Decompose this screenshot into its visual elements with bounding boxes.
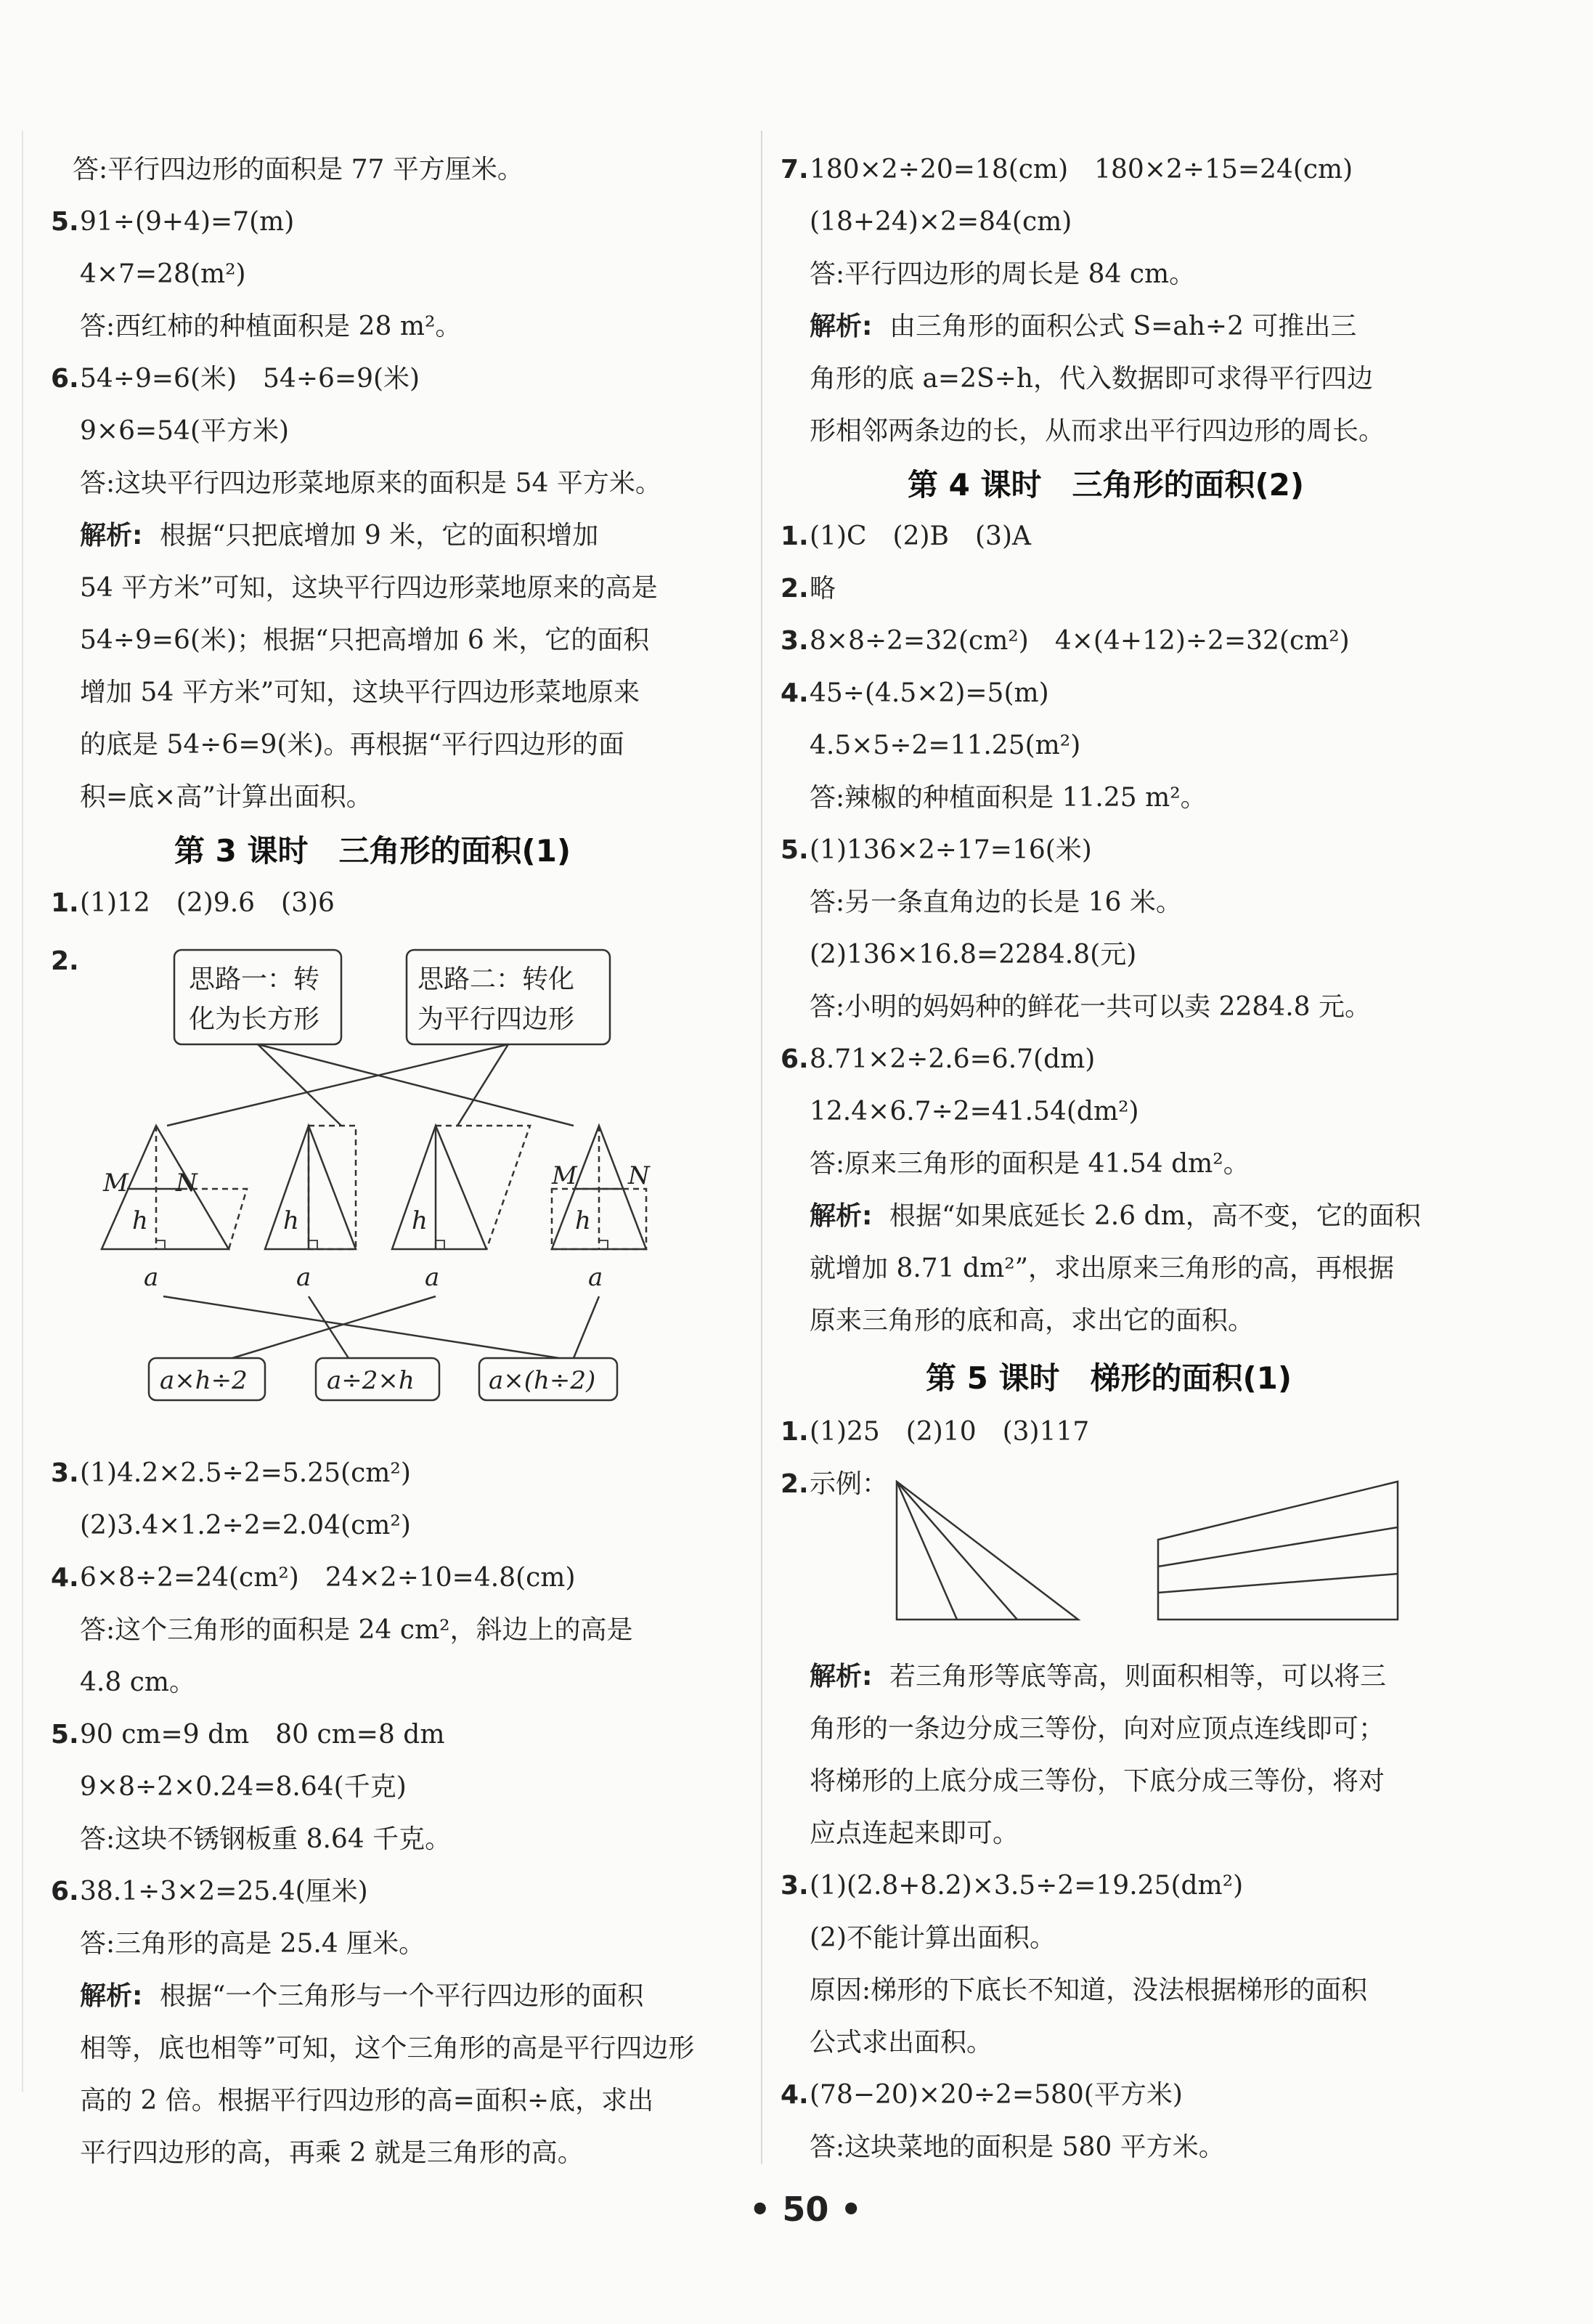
section-title: 第 5 课时 梯形的面积(1) [926,1360,1292,1396]
explanation-text: 54÷9=6(米)；根据“只把高增加 6 米，它的面积 [80,625,650,655]
answer-line: 示例： [810,1469,889,1499]
label-a: a [144,1263,159,1292]
question-number: 4. [781,678,809,708]
equation-line: (18+24)×2=84(cm) [810,207,1072,237]
question-number: 2. [781,574,809,604]
answer-line: (1)12 (2)9.6 (3)6 [80,888,335,918]
answer-line: (1)25 (2)10 (3)117 [810,1417,1090,1447]
explanation-label: 解析: [80,1981,143,2011]
equation-line: 4.5×5÷2=11.25(m²) [810,731,1081,760]
equation-line: 54÷9=6(米) 54÷6=9(米) [80,364,420,394]
explanation-text: 的底是 54÷6=9(米)。再根据“平行四边形的面 [80,730,624,760]
explanation-text: 就增加 8.71 dm²”，求出原来三角形的高，再根据 [810,1254,1395,1283]
explanation-text: 角形的底 a=2S÷h，代入数据即可求得平行四边 [810,364,1373,394]
equation-line: (2)136×16.8=2284.8(元) [810,940,1137,970]
explanation-text: 54 平方米”可知，这块平行四边形菜地原来的高是 [80,573,658,603]
answer-line: 答:平行四边形的面积是 77 平方厘米。 [73,155,523,184]
match-line [258,1044,341,1126]
equation-line: 12.4×6.7÷2=41.54(dm²) [810,1097,1139,1126]
triangle-figure-3 [392,1126,486,1249]
answer-line: 答:这个三角形的面积是 24 cm²，斜边上的高是 [80,1615,633,1645]
question-number: 4. [781,2080,809,2110]
triangle-trapezoid-example [889,1474,1412,1634]
question-number: 1. [781,1417,809,1447]
label-N: N [176,1169,197,1198]
answer-line: (2)不能计算出面积。 [810,1923,1056,1953]
equation-line: 6×8÷2=24(cm²) 24×2÷10=4.8(cm) [80,1563,576,1593]
answer-line: 答:辣椒的种植面积是 11.25 m²。 [810,783,1207,813]
label-a: a [296,1263,311,1292]
question-number: 1. [781,521,809,551]
match-line [258,1044,574,1126]
answer-line: 答:三角形的高是 25.4 厘米。 [80,1929,425,1959]
explanation-text: 原来三角形的底和高，求出它的面积。 [810,1306,1255,1336]
question-number: 5. [781,835,809,865]
match-line [163,1296,559,1358]
page-number: • 50 • [749,2190,862,2229]
answer-line: 答:这块不锈钢板重 8.64 千克。 [80,1824,452,1854]
label-h: h [132,1206,148,1235]
explanation-text: 形相邻两条边的长，从而求出平行四边形的周长。 [810,416,1385,446]
explanation-text: 若三角形等底等高，则面积相等，可以将三 [889,1662,1387,1691]
answer-line: 答:原来三角形的面积是 41.54 dm²。 [810,1149,1250,1179]
question-number: 3. [51,1458,79,1488]
trapezoid-division-line [1158,1527,1398,1567]
explanation-text: 根据“一个三角形与一个平行四边形的面积 [160,1981,644,2011]
match-line [309,1296,349,1358]
label-M: M [103,1169,129,1198]
question-number: 1. [51,888,79,918]
equation-line: 38.1÷3×2=25.4(厘米) [80,1877,368,1906]
explanation-text: 应点连起来即可。 [810,1819,1019,1848]
equation-line: 45÷(4.5×2)=5(m) [810,678,1049,708]
explanation-text: 将梯形的上底分成三等份，下底分成三等份，将对 [810,1766,1385,1796]
equation-line: 4×7=28(m²) [80,259,246,289]
label-a: a [588,1263,603,1292]
answer-line: 答:小明的妈妈种的鲜花一共可以卖 2284.8 元。 [810,992,1371,1022]
dashed-parallelogram [436,1126,530,1249]
explanation-text: 高的 2 倍。根据平行四边形的高=面积÷底，求出 [80,2086,654,2116]
explanation-text: 积=底×高”计算出面积。 [80,782,372,812]
formula-3: a×(h÷2) [489,1366,596,1395]
equation-line: 9×6=54(平方米) [80,416,290,446]
answer-line: 答:西红柿的种植面积是 28 m²。 [80,312,462,341]
triangle-division-line [897,1482,1017,1620]
section-title: 第 4 课时 三角形的面积(2) [908,467,1305,503]
question-number: 7. [781,155,809,184]
answer-line: 公式求出面积。 [810,2028,993,2057]
label-h: h [283,1206,299,1235]
equation-line: 8×8÷2=32(cm²) 4×(4+12)÷2=32(cm²) [810,626,1350,656]
question-number: 5. [51,207,79,237]
box2-line1: 思路二：转化 [417,964,575,994]
label-a: a [425,1263,440,1292]
answer-line: (1)C (2)B (3)A [810,521,1031,551]
question-number: 6. [51,364,79,394]
explanation-text: 相等，底也相等”可知，这个三角形的高是平行四边形 [80,2033,695,2063]
equation-line: 8.71×2÷2.6=6.7(dm) [810,1044,1096,1074]
equation-line: 91÷(9+4)=7(m) [80,207,295,237]
box1-line2: 化为长方形 [189,1004,320,1034]
equation-line: 9×8÷2×0.24=8.64(千克) [80,1772,407,1802]
label-h: h [412,1206,428,1235]
answer-line: 答:另一条直角边的长是 16 米。 [810,887,1182,917]
equation-line: 90 cm=9 dm 80 cm=8 dm [80,1720,445,1750]
question-number: 2. [781,1469,809,1499]
explanation-text: 增加 54 平方米”可知，这块平行四边形菜地原来 [80,678,640,707]
explanation-text: 根据“如果底延长 2.6 dm，高不变，它的面积 [889,1201,1421,1231]
equation-line: (78−20)×20÷2=580(平方米) [810,2080,1183,2110]
question-number: 3. [781,1871,809,1901]
question-number: 4. [51,1563,79,1593]
match-line [574,1296,599,1358]
triangle-division-line [897,1482,957,1620]
answer-line: 答:这块菜地的面积是 580 平方米。 [810,2132,1225,2162]
equation-line: (2)3.4×1.2÷2=2.04(cm²) [80,1511,411,1540]
answer-line: 答:这块平行四边形菜地原来的面积是 54 平方米。 [80,468,661,498]
equation-line: (1)(2.8+8.2)×3.5÷2=19.25(dm²) [810,1871,1244,1901]
explanation-text: 平行四边形的高，再乘 2 就是三角形的高。 [80,2138,584,2168]
match-line [167,1044,508,1126]
match-line [457,1044,508,1126]
example-trapezoid [1158,1482,1398,1620]
explanation-text: 由三角形的面积公式 S=ah÷2 可推出三 [889,312,1357,341]
label-M: M [552,1161,577,1190]
question-number: 6. [781,1044,809,1074]
section-title: 第 3 课时 三角形的面积(1) [174,833,571,869]
explanation-text: 根据“只把底增加 9 米，它的面积增加 [160,521,599,550]
equation-line: (1)4.2×2.5÷2=5.25(cm²) [80,1458,411,1488]
explanation-label: 解析: [80,521,143,550]
question-number: 6. [51,1877,79,1906]
formula-1: a×h÷2 [160,1366,248,1395]
triangle-figure-2 [265,1126,356,1249]
column-divider [761,131,762,2164]
explanation-text: 角形的一条边分成三等份，向对应顶点连线即可； [810,1714,1385,1744]
trapezoid-division-line [1158,1574,1398,1593]
question-number: 2. [51,946,79,976]
answer-line: 4.8 cm。 [80,1667,195,1697]
label-N: N [628,1161,650,1190]
answer-line: 略 [810,574,836,604]
explanation-label: 解析: [810,1201,873,1231]
page-edge-shadow [22,131,23,2092]
equation-line: (1)136×2÷17=16(米) [810,835,1092,865]
rotated-piece [182,1189,247,1249]
explanation-label: 解析: [810,1662,873,1691]
match-line [232,1296,436,1358]
formula-2: a÷2×h [327,1366,415,1395]
box1-line1: 思路一：转 [189,964,320,994]
example-triangle [897,1482,1078,1620]
equation-line: 180×2÷20=18(cm) 180×2÷15=24(cm) [810,155,1353,184]
answer-line: 答:平行四边形的周长是 84 cm。 [810,259,1196,289]
question-number: 3. [781,626,809,656]
explanation-label: 解析: [810,312,873,341]
matching-diagram [51,944,741,1438]
answer-line: 原因:梯形的下底长不知道，没法根据梯形的面积 [810,1975,1368,2005]
question-number: 5. [51,1720,79,1750]
label-h: h [575,1206,591,1235]
box2-line2: 为平行四边形 [417,1004,575,1034]
